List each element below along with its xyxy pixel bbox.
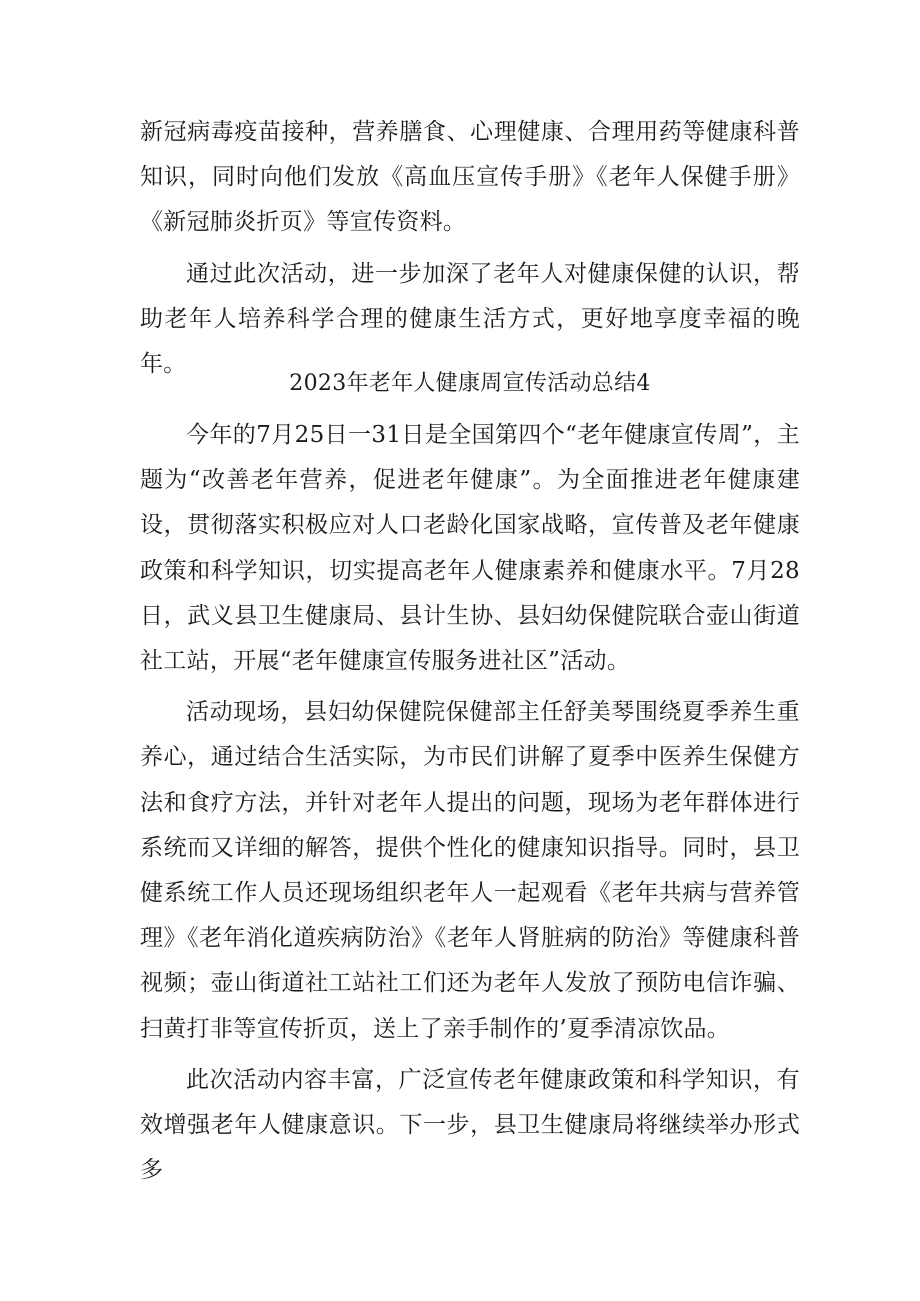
paragraph-activity-effect: 通过此次活动，进一步加深了老年人对健康保健的认识，帮助老年人培养科学合理的健康生活方式，更好地享度幸福的晚年。 — [140, 260, 800, 378]
section-title: 2023年老年人健康周宣传活动总结4 — [289, 371, 651, 396]
paragraph-activity-scene: 活动现场，县妇幼保健院保健部主任舒美琴围绕夏季养生重养心，通过结合生活实际，为市民们讲解了夏季中医养生保健方法和食疗方法，并针对老年人提出的问题，现场为老年群体进行系统而又详细的解答，提供个性化的健康知识指导。同时，县卫健系统工作人员还现场组织老年人一起观看《老年共病与营养管理》《老年消化道疾病防治》《老年人肾脏病的防治》等健康科普视频；壶山街道社工站社工们还为老年人发放了预防电信诈骗、扫黄打非等宣传折页，送上了亲手制作的’夏季清凉饮品。 — [140, 699, 800, 1042]
section-title-wrap — [140, 361, 800, 406]
paragraph-health-week-intro: 今年的7月25日一31日是全国第四个“老年健康宣传周”，主题为“改善老年营养，促进老年健康”。为全面推进老年健康建设，贯彻落实积极应对人口老龄化国家战略，宣传普及老年健康政策和科学知识，切实提高老年人健康素养和健康水平。7月28日，武义县卫生健康局、县计生协、县妇幼保健院联合壶山街道社工站，开展“老年健康宣传服务进社区”活动。 — [140, 422, 800, 675]
text-block-section — [140, 413, 800, 1193]
paragraph-vaccine-knowledge: 新冠病毒疫苗接种，营养膳食、心理健康、合理用药等健康科普知识，同时向他们发放《高血压宣传手册》《老年人保健手册》《新冠肺炎折页》等宣传资料。 — [140, 119, 800, 236]
text-block-top — [140, 110, 800, 387]
paragraph-activity-summary: 此次活动内容丰富，广泛宣传老年健康政策和科学知识，有效增强老年人健康意识。下一步，县卫生健康局将继续举办形式多 — [140, 1066, 800, 1184]
